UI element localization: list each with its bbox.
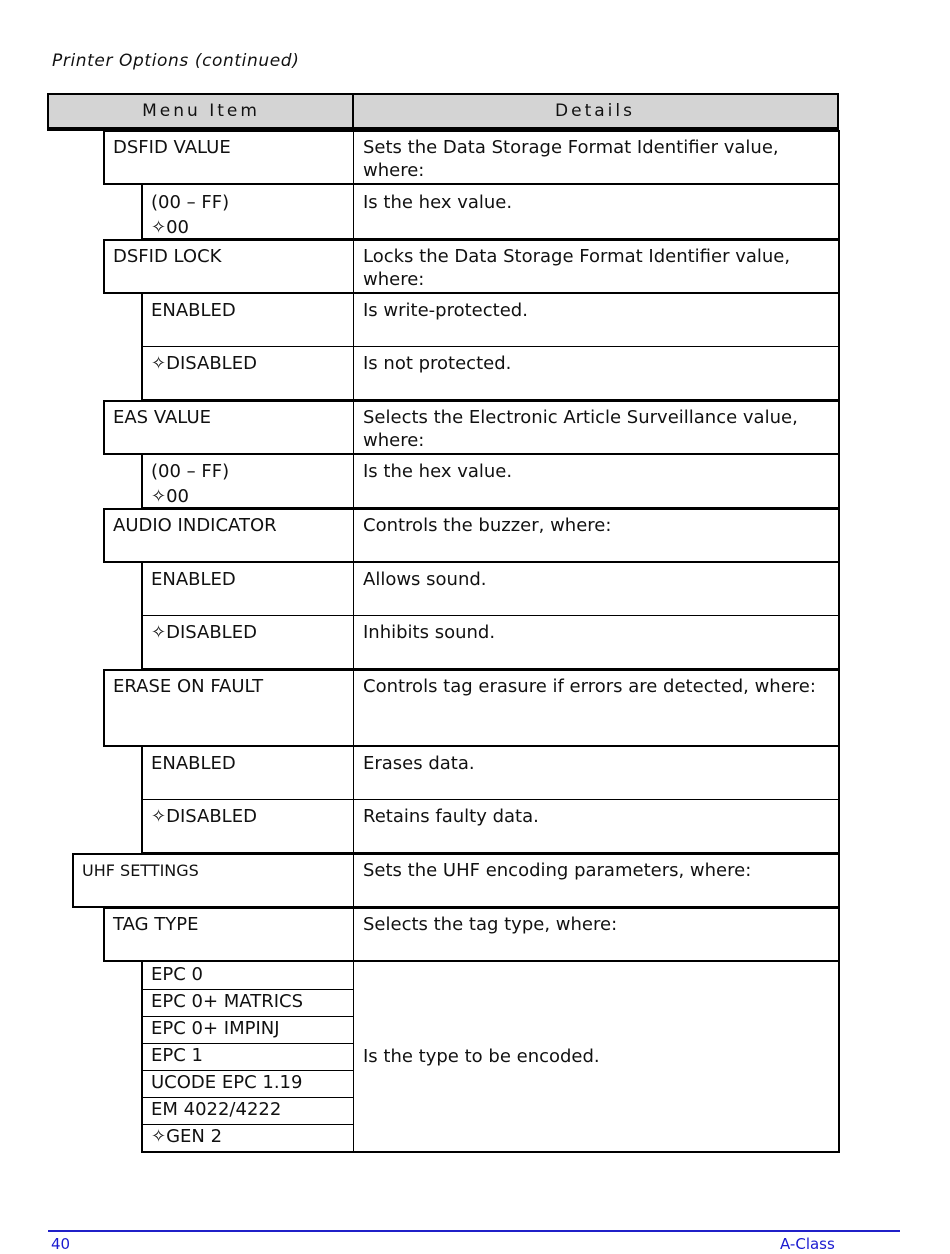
details-cell: Controls tag erasure if errors are detected, where: bbox=[363, 676, 816, 697]
menu-item-cell bbox=[104, 131, 353, 159]
details-cell: Is not protected. bbox=[363, 353, 512, 374]
menu-item-cell bbox=[104, 240, 353, 268]
column-border bbox=[838, 454, 840, 509]
tag-type-item: EPC 0+ IMPINJ bbox=[151, 1018, 280, 1039]
tag-type-item: ✧GEN 2 bbox=[151, 1126, 223, 1147]
column-border bbox=[838, 562, 840, 616]
tag-type-item: EPC 1 bbox=[151, 1045, 203, 1066]
tag-type-item: UCODE EPC 1.19 bbox=[151, 1072, 303, 1093]
details-cell: Erases data. bbox=[363, 753, 475, 774]
menu-item-label: ✧DISABLED bbox=[151, 353, 257, 374]
details-cell: Locks the Data Storage Format Identifier value, where: bbox=[363, 246, 791, 290]
menu-item-cell bbox=[73, 854, 353, 882]
column-border bbox=[838, 346, 840, 401]
menu-item-default: ✧00 bbox=[151, 217, 189, 238]
menu-item-label: ENABLED bbox=[151, 569, 236, 590]
menu-item-cell bbox=[104, 908, 353, 936]
menu-item-cell bbox=[142, 186, 353, 239]
menu-item-label: AUDIO INDICATOR bbox=[113, 515, 277, 536]
column-border bbox=[838, 961, 840, 1153]
menu-item-default: ✧00 bbox=[151, 486, 189, 507]
column-border bbox=[838, 669, 840, 747]
menu-item-cell bbox=[142, 616, 353, 644]
tag-type-item: EPC 0 bbox=[151, 964, 203, 985]
menu-item-cell bbox=[142, 294, 353, 322]
column-border bbox=[838, 853, 840, 908]
header-details: Details bbox=[354, 96, 836, 126]
column-border bbox=[838, 799, 840, 854]
details-cell: Controls the buzzer, where: bbox=[363, 515, 612, 536]
column-border bbox=[838, 746, 840, 800]
details-cell: Is the hex value. bbox=[363, 192, 513, 213]
details-cell: Sets the UHF encoding parameters, where: bbox=[363, 860, 752, 881]
row-border bbox=[141, 1151, 840, 1153]
menu-item-label: DSFID VALUE bbox=[113, 137, 231, 158]
column-border bbox=[838, 907, 840, 962]
tag-type-item: EPC 0+ MATRICS bbox=[151, 991, 304, 1012]
column-border bbox=[838, 400, 840, 455]
product-name: A-Class bbox=[780, 1235, 835, 1253]
details-cell: Selects the tag type, where: bbox=[363, 914, 618, 935]
details-cell: Sets the Data Storage Format Identifier value, where: bbox=[363, 137, 779, 181]
menu-item-label: ERASE ON FAULT bbox=[113, 676, 264, 697]
header-menu-item: Menu Item bbox=[50, 96, 352, 126]
column-border bbox=[838, 239, 840, 294]
menu-item-label: ✧DISABLED bbox=[151, 806, 257, 827]
menu-item-label: (00 – FF) bbox=[151, 461, 230, 482]
details-cell: Retains faulty data. bbox=[363, 806, 539, 827]
details-cell: Selects the Electronic Article Surveillance value, where: bbox=[363, 407, 798, 451]
header-divider bbox=[352, 95, 354, 128]
menu-item-cell bbox=[104, 401, 353, 429]
menu-item-cell bbox=[142, 455, 353, 508]
row-border bbox=[103, 183, 840, 185]
menu-item-cell bbox=[142, 563, 353, 591]
menu-item-label: EAS VALUE bbox=[113, 407, 211, 428]
menu-item-cell bbox=[104, 670, 353, 698]
menu-item-cell bbox=[142, 747, 353, 775]
column-border bbox=[838, 615, 840, 670]
menu-item-label: (00 – FF) bbox=[151, 192, 230, 213]
menu-item-label: DSFID LOCK bbox=[113, 246, 222, 267]
menu-item-label: ENABLED bbox=[151, 300, 236, 321]
page-number: 40 bbox=[51, 1235, 71, 1253]
menu-item-cell bbox=[142, 800, 353, 828]
details-cell: Is the hex value. bbox=[363, 461, 513, 482]
footer-rule bbox=[48, 1230, 900, 1232]
column-border bbox=[838, 185, 840, 240]
menu-item-label: UHF SETTINGS bbox=[82, 861, 199, 880]
column-border bbox=[838, 293, 840, 347]
menu-item-label: TAG TYPE bbox=[113, 914, 199, 935]
details-cell: Inhibits sound. bbox=[363, 622, 496, 643]
details-cell: Allows sound. bbox=[363, 569, 487, 590]
tag-type-details: Is the type to be encoded. bbox=[363, 1045, 600, 1067]
menu-item-label: ✧DISABLED bbox=[151, 622, 257, 643]
details-cell: Is write-protected. bbox=[363, 300, 528, 321]
menu-item-cell bbox=[142, 347, 353, 375]
column-border bbox=[838, 508, 840, 563]
menu-item-cell bbox=[104, 509, 353, 537]
section-title: Printer Options (continued) bbox=[52, 51, 300, 71]
menu-item-label: ENABLED bbox=[151, 753, 236, 774]
tag-type-item: EM 4022/4222 bbox=[151, 1099, 282, 1120]
column-border bbox=[838, 130, 840, 185]
